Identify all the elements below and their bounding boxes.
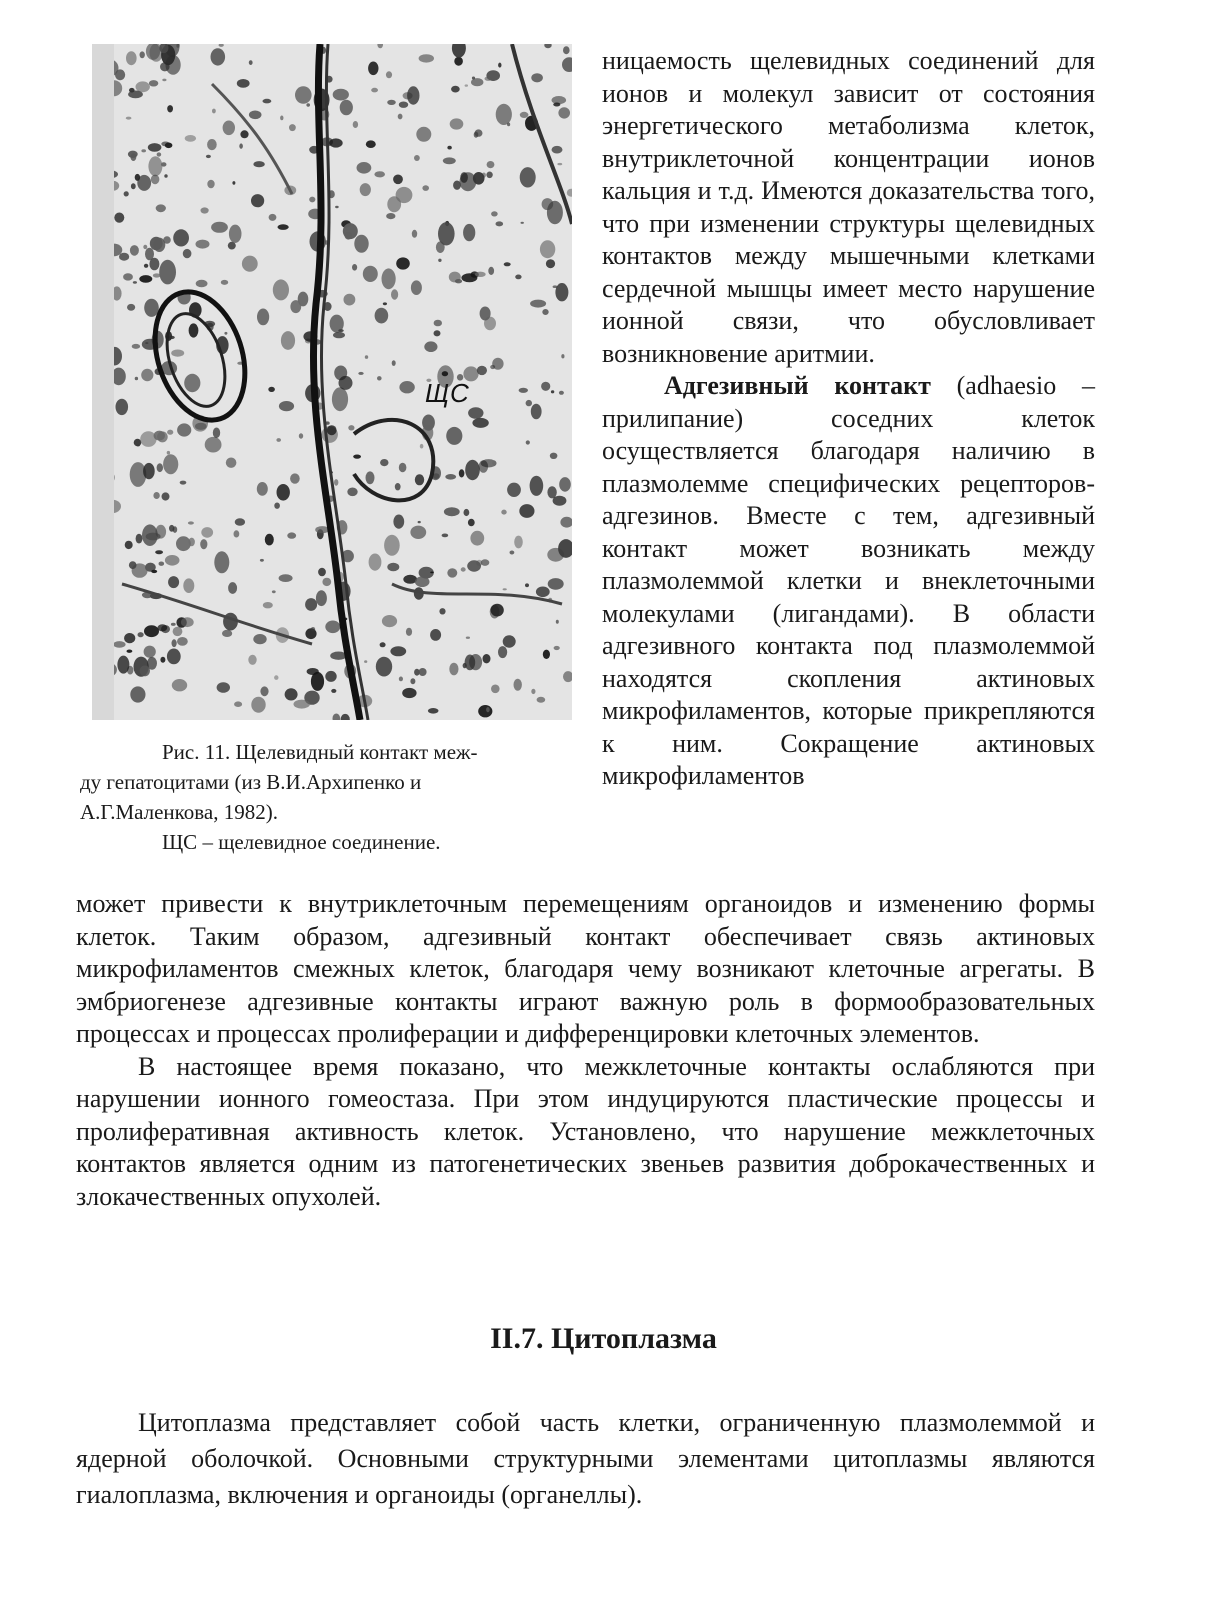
term-adhesive-contact: Адгезивный контакт	[664, 371, 931, 400]
right-paragraph-2	[602, 370, 1095, 793]
right-column-text	[602, 45, 1095, 793]
full-width-text	[76, 888, 1095, 1213]
section-heading: II.7. Цитоплазма	[490, 1322, 717, 1355]
right-paragraph-1: ницаемость щелевидных соединений для ионов и молекул зависит от состояния энергетического метаболизма клеток, внутриклеточной концентрации ионов кальция и т.д. Имеются доказательства того, что при изменении структуры щелевидных контактов между мышечными клетками сердечной мышцы имеет место нарушение ионной связи, что обусловливает возникновение аритмии.	[602, 46, 1095, 368]
right-paragraph-2-text: (adhaesio – прилипание) соседних клеток осуществляется благодаря наличию в плазмолемме специфических рецепторов-адгезинов. Вместе с тем, адгезивный контакт может возникать между плазмолеммой клетки и внеклеточными молекулами (лигандами). В области адгезивного контакта под плазмолеммой находятся скопления актиновых микрофиламентов, которые прикрепляются к ним. Сокращение актиновых микрофиламентов	[602, 371, 1095, 790]
caption-line-2: ду гепатоцитами (из В.И.Архипенко и	[80, 770, 422, 794]
section-body	[76, 1405, 1095, 1513]
figure-label: ЩС	[425, 378, 470, 408]
caption-line-3: А.Г.Маленкова, 1982).	[80, 800, 278, 824]
full-paragraph-1: может привести к внутриклеточным перемещениям органоидов и изменению формы клеток. Таким образом, адгезивный контакт обеспечивает связь актиновых микрофиламентов смежных клеток, благодаря чему возникают клеточные агрегаты. В эмбриогенезе адгезивные контакты играют важную роль в формообразовательных процессах и процессах пролиферации и дифференцировки клеточных элементов.	[76, 889, 1095, 1048]
micrograph-image	[92, 44, 572, 720]
figure-caption	[80, 737, 568, 857]
caption-line-1: Рис. 11. Щелевидный контакт меж-	[162, 740, 478, 764]
micrograph-figure	[92, 44, 572, 720]
full-paragraph-2: В настоящее время показано, что межклеточные контакты ослабляются при нарушении ионного гомеостаза. При этом индуцируются пластические процессы и пролиферативная активность клеток. Установлено, что нарушение межклеточных контактов является одним из патогенетических звеньев развития доброкачественных и злокачественных опухолей.	[76, 1051, 1095, 1211]
section-paragraph: Цитоплазма представляет собой часть клетки, ограниченную плазмолеммой и ядерной оболочкой. Основными структурными элементами цитоплазмы являются гиалоплазма, включения и органоиды (органеллы).	[76, 1408, 1095, 1509]
caption-line-4: ЩС – щелевидное соединение.	[162, 830, 441, 854]
